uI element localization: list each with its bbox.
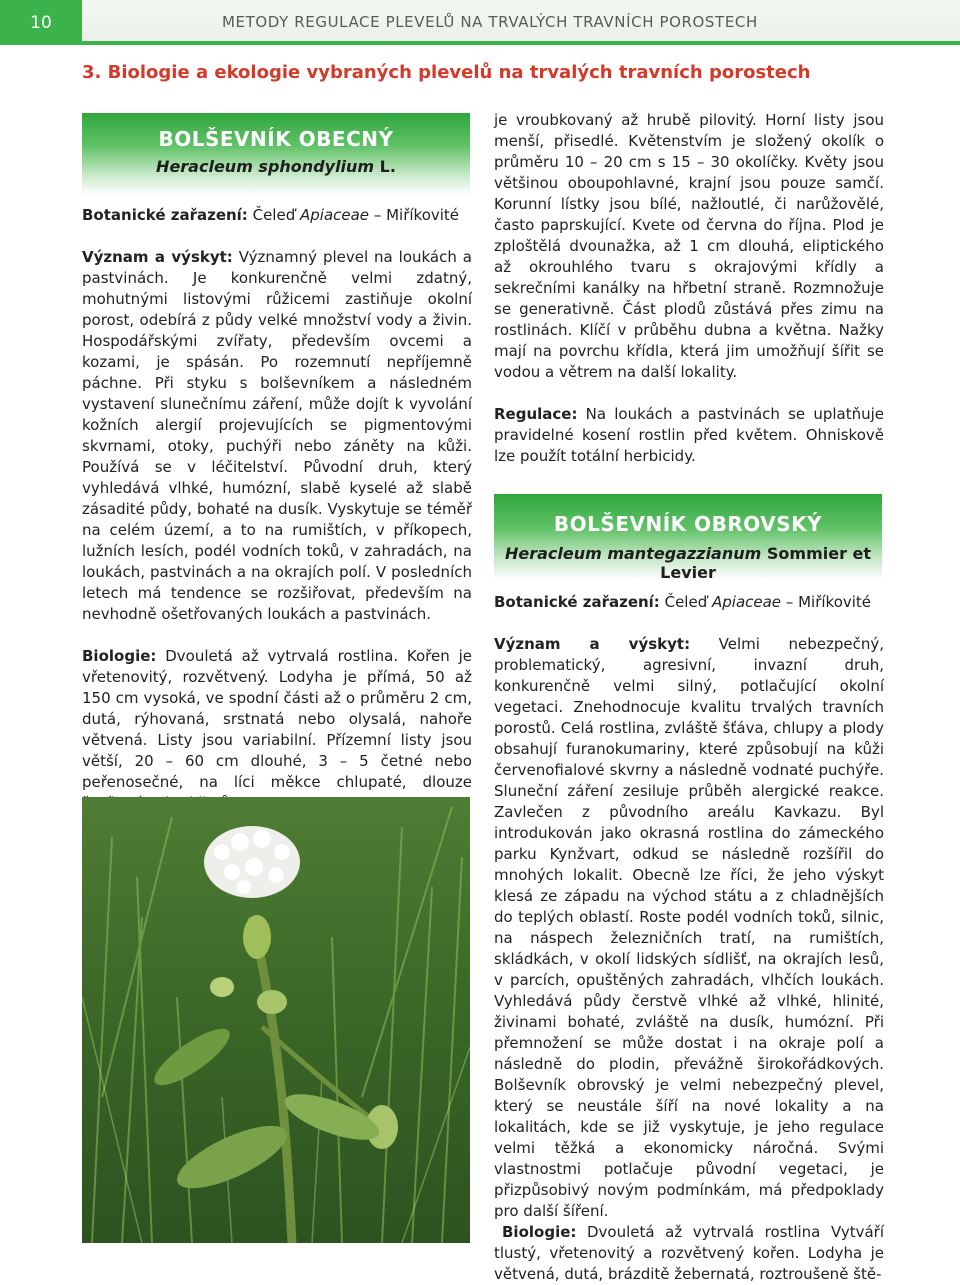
species2-classification-czech: – Miříkovité <box>785 593 872 611</box>
chapter-title: 3. Biologie a ekologie vybraných plevelů na trvalých travních porostech <box>82 62 811 83</box>
species2-name: BOLŠEVNÍK OBROVSKÝ <box>553 512 823 536</box>
species2-heading-box <box>494 494 882 580</box>
biology-label: Biologie: <box>82 647 157 665</box>
classification-latin: Apiaceae <box>300 206 370 224</box>
species2-biology-text: Dvouletá až vytrvalá rostlina Vytváří tlustý, vřetenovitý a rozvětvený kořen. Lodyha je větvená, dutá, brázditě žebernatá, roztroušeně ště- <box>494 1223 884 1283</box>
plant-photo-icon <box>82 797 470 1243</box>
species2-occurrence-label: Význam a výskyt: <box>494 635 691 653</box>
classification-family: Čeleď <box>252 206 296 224</box>
species-name: BOLŠEVNÍK OBECNÝ <box>158 127 394 151</box>
regulation-paragraph <box>494 404 884 467</box>
header-rule <box>82 41 960 45</box>
species2-biology-label: Biologie: <box>502 1223 577 1241</box>
species2-author: Sommier et Levier <box>660 544 872 582</box>
biology-text: Dvouletá až vytrvalá rostlina. Kořen je vřetenovitý, rozvětvený. Lodyha je přímá, 50 až 150 cm vysoká, ve spodní části až o průměru 2 cm, dutá, rýhovaná, srstnatá nebo olysalá, nahoře větvená. Listy jsou variabilní. Přízemní listy jsou větší, 20 – 60 cm dlouhé, 3 – 5 četné nebo peřenosečné, na líci měkce chlupaté, dlouze <box>82 647 472 791</box>
regulation-label: Regulace: <box>494 405 578 423</box>
classification <box>82 205 472 226</box>
biology-paragraph <box>82 646 472 814</box>
species2-occurrence-text: Velmi nebezpečný, problematický, agresivní, invazní druh, konkurenčně velmi silný, potlačující okolní vegetaci. Znehodnocuje kvalitu trvalých travních porostů. Celá rostlina, zvláště šťáva, chlupy a plody obsahují furanokumariny, které způsobují na kůži červenofialové skvrny a následně vodnaté puchýře. Sluneční záření zesiluje průběh alergické reakce. Zavlečen z původního areálu Kavkazu. Byl introdukován jako okrasná rostlina do zámeckého parku Kynžvart, odkud se následně rozšířil do mnohých lokalit. Obecně lze říci, že jeho výskyt klesá ze západu na východ státu a z chladnějších do teplých oblastí. Roste podél vodních toků, silnic, na náspech železničních tratí, na rumištích, skládkách, v okolí lidských sídlišť, na okrajích lesů, v parcích, opuštěných zahradách, vlhčích loukách. Vyhledává půdy čerstvě vlhké až vlhké, hlinité, živinami bohaté, zvláště na dusík, humózní. Při přemnožení se může dostat i na okraje polí a následně do plodin, převážně širokořádkových. Bolševník obrovský je velmi nebezpečný plevel, který se neustále šíří na nové lokality a na lokalitách, kde se již vyskytuje, je jeho regulace velmi těžká a ekonomicky náročná. Svými vlastnostmi potlačuje původní vegetaci, je přizpůsobivý novým podmínkám, má předpoklady pro další šíření. <box>494 635 884 1220</box>
species-heading-box <box>82 113 470 195</box>
species-latin-name <box>82 157 470 176</box>
occurrence-label: Význam a výskyt: <box>82 248 233 266</box>
page-number: 10 <box>0 0 82 45</box>
species-latin: Heracleum sphondylium <box>156 157 375 176</box>
hogweed-plant-photo <box>82 797 470 1243</box>
occurrence-paragraph <box>82 247 472 625</box>
species2-latin: Heracleum mantegazzianum <box>504 544 762 563</box>
biology-continued: je vroubkovaný až hrubě pilovitý. Horní listy jsou menší, přisedlé. Květenstvím je složený okolík o průměru 10 – 20 cm s 15 – 30 okolíčky. Květy jsou většinou oboupohlavné, krajní jsou pouze samčí. Korunní lístky jsou bílé, nažloutlé, či narůžovělé, často paprskující. Kvete od června do října. Plod je zploštělá dvounažka, až 1 cm dlouhá, eliptického až okrouhlého tvaru s okrajovými křídly a sekrečními kanálky na hřbetní straně. Rozmnožuje se generativně. Část plodů zůstává přes zimu na rostlinách. Klíčí v průběhu dubna a května. Nažky mají na povrchu křídla, která jim umožňují šířit se vodou a větrem na další lokality. <box>494 111 884 381</box>
occurrence-text: Významný plevel na loukách a pastvinách. Je konkurenčně velmi zdatný, mohutnými listovými růžicemi zastiňuje okolní porost, odebírá z půdy velké množství vody a živin. Hospodářskými zvířaty, především ovcemi a kozami, je spásán. Po rozemnutí nepříjemně páchne. Při styku s bolševníkem a následném vystavení slunečnímu záření, může dojít k vyvolání kožních alergií projevujících se pigmentovými skvrnami, otoky, puchýři nebo záněty na kůži. Používá se v léčitelství. Původní druh, který vyhledává vlhké, humózní, slabě kyselé až slabě zásadité půdy, bohaté na dusík. Vyskytuje se téměř na celém území, a to na rumištích, v příkopech, lužních lesích, podél vodních toků, v zahradách, na loukách, pastvinách a na okrajích polí. V posledních letech má tendence se rozšiřovat, především na nevhodně ošetřovaných loukách a pastvinách. <box>82 248 472 623</box>
classification-label: Botanické zařazení: <box>82 206 248 224</box>
right-column-top <box>494 110 884 467</box>
regulation-text: Na loukách a pastvinách se uplatňuje pravidelné kosení rostlin před květem. Ohniskově lze použít totální herbicidy. <box>494 405 884 465</box>
species2-occurrence-paragraph <box>494 634 884 1222</box>
page-header <box>0 0 960 45</box>
species2-classification-label: Botanické zařazení: <box>494 593 660 611</box>
species2-classification-latin: Apiaceae <box>712 593 782 611</box>
species2-biology-paragraph <box>494 1222 884 1285</box>
species-author: L. <box>379 157 396 176</box>
right-column-bottom <box>494 592 884 1285</box>
classification-czech: – Miříkovité <box>373 206 460 224</box>
running-title: METODY REGULACE PLEVELŮ NA TRVALÝCH TRAVNÍCH POROSTECH <box>222 13 758 31</box>
species2-classification <box>494 592 884 613</box>
left-column <box>82 205 472 814</box>
species2-latin-name <box>494 544 882 582</box>
species2-classification-family: Čeleď <box>664 593 708 611</box>
